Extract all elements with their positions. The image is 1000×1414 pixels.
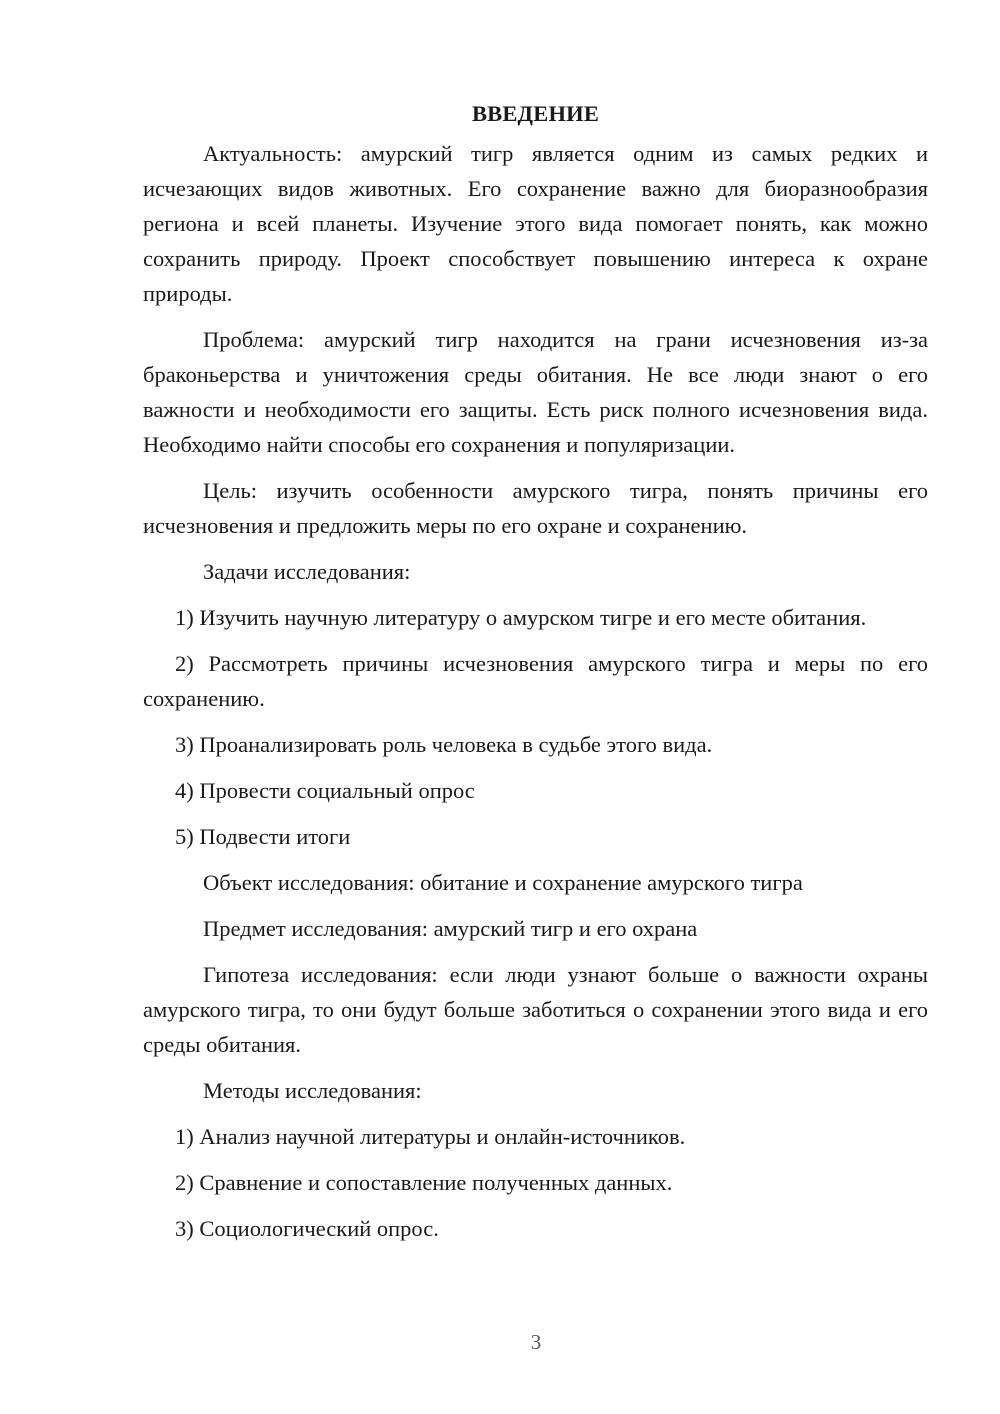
- paragraph-problem: Проблема: амурский тигр находится на грани исчезновения из-за браконьерства и уничтожения среды обитания. Не все люди знают о его важности и необходимости его защиты. Есть риск полного исчезновения вида. Необходимо найти способы его сохранения и популяризации.: [143, 327, 928, 457]
- paragraph-object: Объект исследования: обитание и сохранение амурского тигра: [203, 870, 803, 895]
- section-title: ВВЕДЕНИЕ: [471, 101, 600, 126]
- page-number: 3: [530, 1330, 542, 1354]
- paragraph-goal: Цель: изучить особенности амурского тигра, понять причины его исчезновения и предложить меры по его охране и сохранению.: [143, 478, 928, 538]
- method-item-1: 1) Анализ научной литературы и онлайн-источников.: [175, 1124, 686, 1149]
- task-item-2: 2) Рассмотреть причины исчезновения амурского тигра и меры по его сохранению.: [143, 651, 928, 711]
- method-item-3: 3) Социологический опрос.: [175, 1216, 439, 1241]
- methods-heading: Методы исследования:: [203, 1078, 422, 1103]
- task-item-4: 4) Провести социальный опрос: [175, 778, 475, 803]
- paragraph-hypothesis: Гипотеза исследования: если люди узнают больше о важности охраны амурского тигра, то они будут больше заботиться о сохранении этого вида и его среды обитания.: [143, 962, 928, 1057]
- task-item-1: 1) Изучить научную литературу о амурском тигре и его месте обитания.: [175, 605, 867, 630]
- page-content: [143, 96, 928, 1257]
- paragraph-subject: Предмет исследования: амурский тигр и его охрана: [203, 916, 698, 941]
- method-item-2: 2) Сравнение и сопоставление полученных данных.: [175, 1170, 673, 1195]
- tasks-heading: Задачи исследования:: [203, 559, 411, 584]
- paragraph-relevance: Актуальность: амурский тигр является одним из самых редких и исчезающих видов животных. Его сохранение важно для биоразнообразия региона и всей планеты. Изучение этого вида помогает понять, как можно сохранить природу. Проект способствует повышению интереса к охране природы.: [143, 141, 928, 306]
- task-item-3: 3) Проанализировать роль человека в судьбе этого вида.: [175, 732, 713, 757]
- task-item-5: 5) Подвести итоги: [175, 824, 351, 849]
